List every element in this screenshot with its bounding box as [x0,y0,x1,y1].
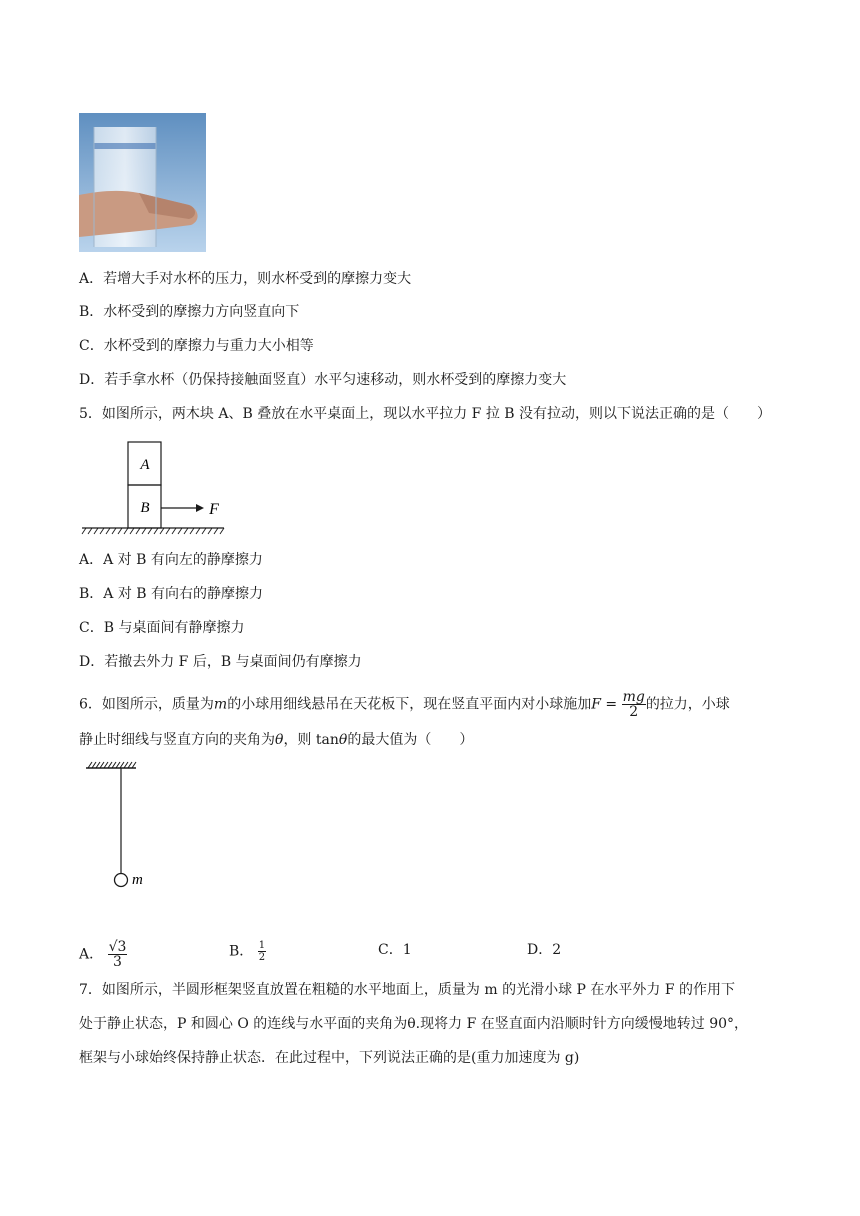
q6-ball-label: m [132,872,143,888]
q5-stem: 5．如图所示，两木块 A、B 叠放在水平桌面上，现以水平拉力 F 拉 B 没有拉动，则以下说法正确的是（ ） [79,406,772,422]
q6-fraction-1-over-2: $\frac{1}{2}$ [258,940,266,963]
q5-option-a: A．A 对 B 有向左的静摩擦力 [79,552,263,568]
q5-option-b: B．A 对 B 有向右的静摩擦力 [79,586,264,602]
q5-option-c: C．B 与桌面间有静摩擦力 [79,620,245,636]
q5-option-d: D．若撤去外力 F 后，B 与桌面间仍有摩擦力 [79,654,362,670]
q6-option-b: B． $\frac{1}{2}$ [229,940,266,963]
q5-blocks-figure [80,440,230,536]
q4-option-d: D．若手拿水杯（仍保持接触面竖直）水平匀速移动，则水杯受到的摩擦力变大 [79,372,567,388]
q6-fraction-sqrt3-over-3: $\frac{√3}{3}$ [108,939,127,970]
q6-option-c: C．1 [378,942,412,958]
q4-option-a: A．若增大手对水杯的压力，则水杯受到的摩擦力变大 [79,271,412,287]
q6-stem-line1: 6．如图所示，质量为m的小球用细线悬吊在天花板下，现在竖直平面内对小球施加F = $\frac{mg}{2}$ 的拉力，小球 [79,689,730,720]
q7-stem-line2: 处于静止状态，P 和圆心 O 的连线与水平面的夹角为θ.现将力 F 在竖直面内沿顺时针方向缓慢地转过 90°， [79,1016,749,1032]
q5-block-a-label: A [140,457,150,473]
q7-stem-line3: 框架与小球始终保持静止状态．在此过程中，下列说法正确的是(重力加速度为 g) [79,1050,580,1066]
q6-fraction-mg-over-2: $\frac{mg}{2}$ [622,689,645,720]
q6-option-d: D．2 [527,942,562,958]
hand-holding-glass-photo [79,113,206,252]
q6-option-a: A． $\frac{√3}{3}$ [79,939,127,970]
q7-stem-line1: 7．如图所示，半圆形框架竖直放置在粗糙的水平地面上，质量为 m 的光滑小球 P 在水平外力 F 的作用下 [79,982,736,998]
q5-force-label: F [209,501,219,518]
q6-pendulum-figure [84,760,164,892]
q6-stem-line2: 静止时细线与竖直方向的夹角为θ，则 tanθ的最大值为（ ） [79,732,474,748]
q5-block-b-label: B [140,500,150,516]
q4-option-b: B．水杯受到的摩擦力方向竖直向下 [79,304,300,320]
q4-option-c: C．水杯受到的摩擦力与重力大小相等 [79,338,314,354]
